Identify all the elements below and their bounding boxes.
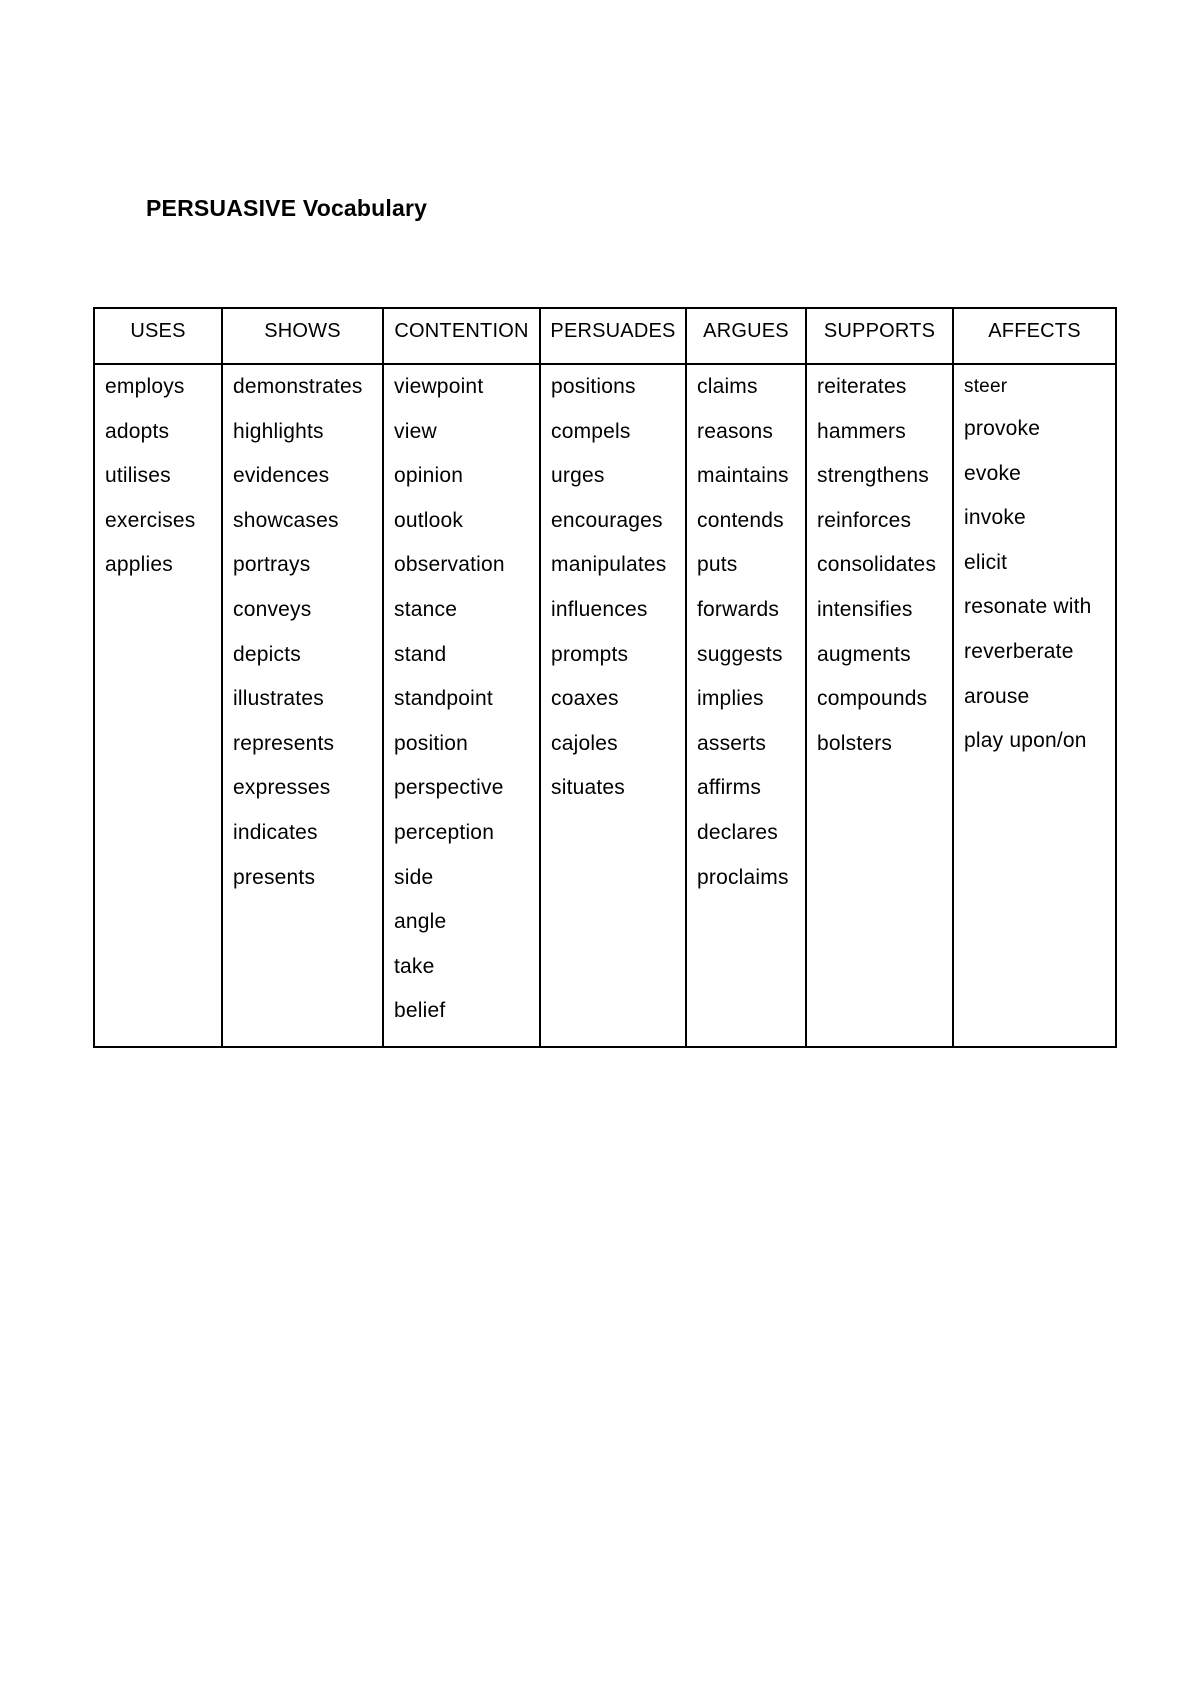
vocab-word: declares: [697, 820, 778, 844]
vocab-word: side: [394, 865, 434, 889]
vocab-word: highlights: [233, 419, 324, 443]
word-list-uses: [95, 375, 221, 598]
vocab-word: manipulates: [551, 553, 667, 577]
column-header-shows: SHOWS: [222, 308, 383, 364]
vocab-word: compounds: [817, 687, 928, 711]
vocab-word: showcases: [233, 508, 339, 532]
word-list-contention: [384, 375, 539, 1044]
vocab-word: prompts: [551, 642, 629, 666]
vocab-word: positions: [551, 375, 636, 398]
vocab-word: intensifies: [817, 597, 913, 621]
vocab-word: conveys: [233, 597, 312, 621]
vocab-word: outlook: [394, 508, 464, 532]
column-header-persuades: PERSUADES: [540, 308, 686, 364]
vocab-word: provoke: [964, 417, 1041, 440]
vocab-word: steer: [964, 376, 1008, 397]
vocab-word: urges: [551, 464, 605, 488]
vocab-word: observation: [394, 553, 505, 577]
vocabulary-table: [93, 307, 1117, 1048]
vocab-word: expresses: [233, 776, 331, 800]
vocab-word: strengthens: [817, 464, 929, 488]
vocab-word: arouse: [964, 684, 1030, 708]
column-header-supports: SUPPORTS: [806, 308, 953, 364]
word-row: [94, 364, 1116, 1047]
vocab-word: suggests: [697, 642, 783, 666]
column-header-affects: AFFECTS: [953, 308, 1116, 364]
vocab-word: encourages: [551, 508, 663, 532]
vocab-word: angle: [394, 910, 447, 934]
vocab-word: evidences: [233, 464, 330, 488]
vocab-word: asserts: [697, 731, 767, 755]
vocab-word: stance: [394, 597, 458, 621]
vocab-word: employs: [105, 375, 185, 398]
vocab-word: hammers: [817, 419, 906, 443]
vocab-word: invoke: [964, 506, 1026, 530]
vocab-word: illustrates: [233, 687, 324, 711]
vocab-word: augments: [817, 642, 911, 666]
word-cell-shows: [222, 364, 383, 1047]
word-cell-uses: [94, 364, 222, 1047]
vocab-word: proclaims: [697, 865, 789, 889]
vocab-word: forwards: [697, 597, 780, 621]
vocab-word: exercises: [105, 508, 196, 532]
vocab-word: influences: [551, 597, 648, 621]
vocab-word: perspective: [394, 776, 504, 800]
vocab-word: coaxes: [551, 687, 619, 711]
vocab-word: viewpoint: [394, 375, 484, 398]
vocab-word: resonate with: [964, 595, 1092, 619]
vocab-word: demonstrates: [233, 375, 363, 398]
word-cell-argues: [686, 364, 806, 1047]
vocab-word: puts: [697, 553, 738, 577]
vocab-word: reasons: [697, 419, 774, 443]
vocab-word: compels: [551, 419, 631, 443]
vocab-word: represents: [233, 731, 335, 755]
vocab-word: depicts: [233, 642, 301, 666]
vocab-word: perception: [394, 820, 495, 844]
vocab-word: position: [394, 731, 468, 755]
word-list-persuades: [541, 375, 685, 821]
word-cell-contention: [383, 364, 540, 1047]
vocab-word: play upon/on: [964, 729, 1087, 753]
column-header-argues: ARGUES: [686, 308, 806, 364]
vocab-word: opinion: [394, 464, 464, 488]
vocab-word: adopts: [105, 419, 170, 443]
vocab-word: portrays: [233, 553, 311, 577]
word-list-shows: [223, 375, 382, 910]
word-list-supports: [807, 375, 952, 776]
vocab-word: evoke: [964, 461, 1022, 485]
vocab-word: cajoles: [551, 731, 618, 755]
vocab-word: indicates: [233, 820, 318, 844]
vocab-word: take: [394, 954, 435, 978]
word-list-affects: [954, 375, 1115, 774]
vocab-word: bolsters: [817, 731, 893, 755]
vocab-word: standpoint: [394, 687, 493, 711]
vocab-word: stand: [394, 642, 447, 666]
vocab-word: view: [394, 419, 437, 443]
word-cell-affects: [953, 364, 1116, 1047]
header-row: [94, 308, 1116, 364]
document-title: PERSUASIVE Vocabulary: [146, 195, 428, 221]
word-list-argues: [687, 375, 805, 910]
word-cell-persuades: [540, 364, 686, 1047]
vocab-word: utilises: [105, 464, 171, 488]
vocab-word: consolidates: [817, 553, 937, 577]
word-cell-supports: [806, 364, 953, 1047]
vocab-word: affirms: [697, 776, 762, 800]
vocab-word: applies: [105, 553, 173, 577]
vocab-word: reinforces: [817, 508, 912, 532]
vocab-word: claims: [697, 375, 758, 398]
vocab-word: implies: [697, 687, 764, 711]
column-header-contention: CONTENTION: [383, 308, 540, 364]
vocab-word: situates: [551, 776, 625, 800]
column-header-uses: USES: [94, 308, 222, 364]
vocab-word: presents: [233, 865, 316, 889]
vocab-word: elicit: [964, 550, 1008, 574]
vocab-word: reverberate: [964, 639, 1074, 663]
vocab-word: reiterates: [817, 375, 907, 398]
vocab-word: belief: [394, 999, 446, 1023]
vocab-word: contends: [697, 508, 784, 532]
vocab-word: maintains: [697, 464, 789, 488]
